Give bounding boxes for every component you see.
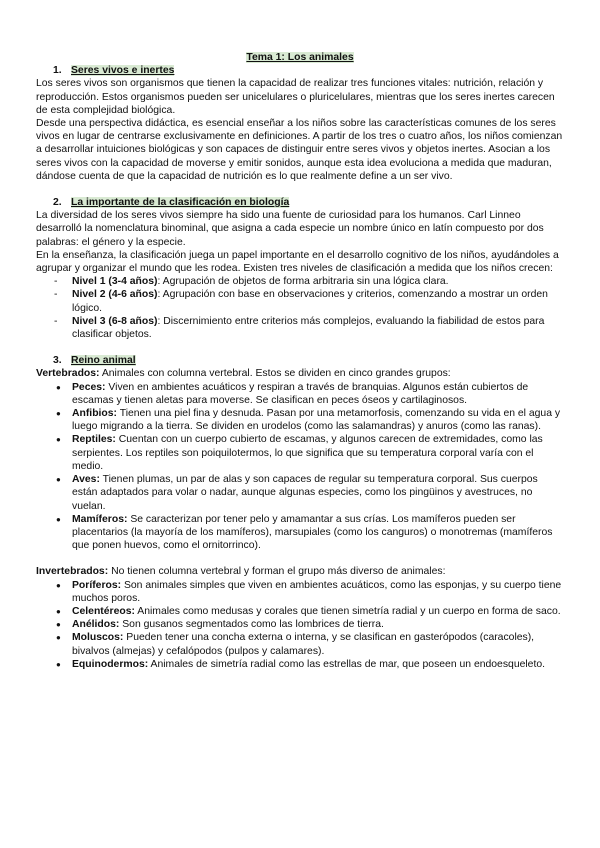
- section-1-paragraph-1: Los seres vivos son organismos que tienen la capacidad de realizar tres funciones vitales: nutrición, relación y reproducción. Estos organismos pueden ser unicelulares o pluricelulares, mientras que los seres inertes carecen de esta complejidad biológica.: [36, 78, 555, 116]
- list-item: ● Reptiles: Cuentan con un cuerpo cubierto de escamas, y algunos carecen de extremidades, como las serpientes. Los reptiles son poiquilotermos, lo que significa que su temperatura corporal varía con el medio.: [36, 433, 564, 473]
- invertebrados-intro: Invertebrados: No tienen columna vertebral y forman el grupo más diverso de animales:: [36, 566, 446, 578]
- list-item: - Nivel 2 (4-6 años): Agrupación con base en observaciones y criterios, comenzando a mostrar un orden lógico.: [36, 288, 564, 314]
- list-item: ● Moluscos: Pueden tener una concha externa o interna, y se clasifican en gasterópodos (caracoles), bivalvos (almejas) y cefalópodos (pulpos y calamares).: [36, 631, 564, 657]
- section-1-paragraph-2: Desde una perspectiva didáctica, es esencial enseñar a los niños sobre las características comunes de los seres vivos en lugar de centrarse exclusivamente en definiciones. A partir de los tres o cuatro años, los niños comienzan a desarrollar intuiciones biológicas y son capaces de distinguir entre seres vivos y objetos inertes. Asocian a los seres vivos con la capacidad de moverse y emitir sonidos, aunque esta idea evoluciona a medida que maduran, dándose cuenta de que la capacidad de nutrición es lo que realmente define a un ser vivo.: [36, 118, 563, 182]
- list-item: ● Equinodermos: Animales de simetría radial como las estrellas de mar, que poseen un endoesqueleto.: [36, 658, 564, 671]
- list-item: ● Mamíferos: Se caracterizan por tener pelo y amamantar a sus crías. Los mamíferos pueden ser placentarios (la mayoría de los mamíferos), marsupiales (como los canguros) o monotremas (mamíferos que ponen huevos, como el ornitorrinco).: [36, 513, 564, 553]
- list-item: ● Aves: Tienen plumas, un par de alas y son capaces de regular su temperatura corporal. Sus cuerpos están adaptados para volar o nadar, aunque algunas especies, como los pingüinos y avestruces, no vuelan.: [36, 473, 564, 513]
- list-item: - Nivel 3 (6-8 años): Discernimiento entre criterios más complejos, evaluando la fiabilidad de estos para clasificar objetos.: [36, 315, 564, 341]
- vertebrados-intro: Vertebrados: Animales con columna vertebral. Estos se dividen en cinco grandes grupos:: [36, 368, 451, 380]
- list-item: ● Anfibios: Tienen una piel fina y desnuda. Pasan por una metamorfosis, comenzando su vida en el agua y luego migrando a la tierra. Se dividen en urodelos (como las salamandras) y anuros (como las ranas).: [36, 407, 564, 433]
- section-2-paragraph-1: La diversidad de los seres vivos siempre ha sido una fuente de curiosidad para los humanos. Carl Linneo desarrolló la nomenclatura binominal, que asigna a cada especie un nombre único en latín compuesto por dos palabras: el género y la especie.: [36, 210, 544, 248]
- spacer: [36, 183, 564, 196]
- list-item: ● Anélidos: Son gusanos segmentados como las lombrices de tierra.: [36, 618, 564, 631]
- section-2-heading: 2. La importante de la clasificación en biología: [53, 197, 290, 209]
- section-2-paragraph-2: En la enseñanza, la clasificación juega un papel importante en el desarrollo cognitivo de los niños, ayudándoles a agrupar y organizar el mundo que les rodea. Existen tres niveles de clasificación a medida que los niños crecen:: [36, 249, 559, 275]
- vertebrados-list: [36, 381, 564, 553]
- document-title: Tema 1: Los animales: [246, 52, 354, 63]
- invertebrados-list: [36, 579, 564, 671]
- list-item: ● Peces: Viven en ambientes acuáticos y respiran a través de branquias. Algunos están cubiertos de escamas y tienen aletas para moverse. Se clasifican en peces óseos y cartilaginosos.: [36, 381, 564, 407]
- section-1-heading: 1. Seres vivos e inertes: [53, 65, 175, 77]
- spacer: [36, 341, 564, 354]
- list-item: - Nivel 1 (3-4 años): Agrupación de objetos de forma arbitraria sin una lógica clara.: [36, 275, 564, 288]
- classification-levels-list: [36, 275, 564, 341]
- section-3-heading: 3. Reino animal: [53, 355, 136, 367]
- list-item: ● Poríferos: Son animales simples que viven en ambientes acuáticos, como las esponjas, y su cuerpo tiene muchos poros.: [36, 579, 564, 605]
- list-item: ● Celentéreos: Animales como medusas y corales que tienen simetría radial y un cuerpo en forma de saco.: [36, 605, 564, 618]
- spacer: [36, 552, 564, 565]
